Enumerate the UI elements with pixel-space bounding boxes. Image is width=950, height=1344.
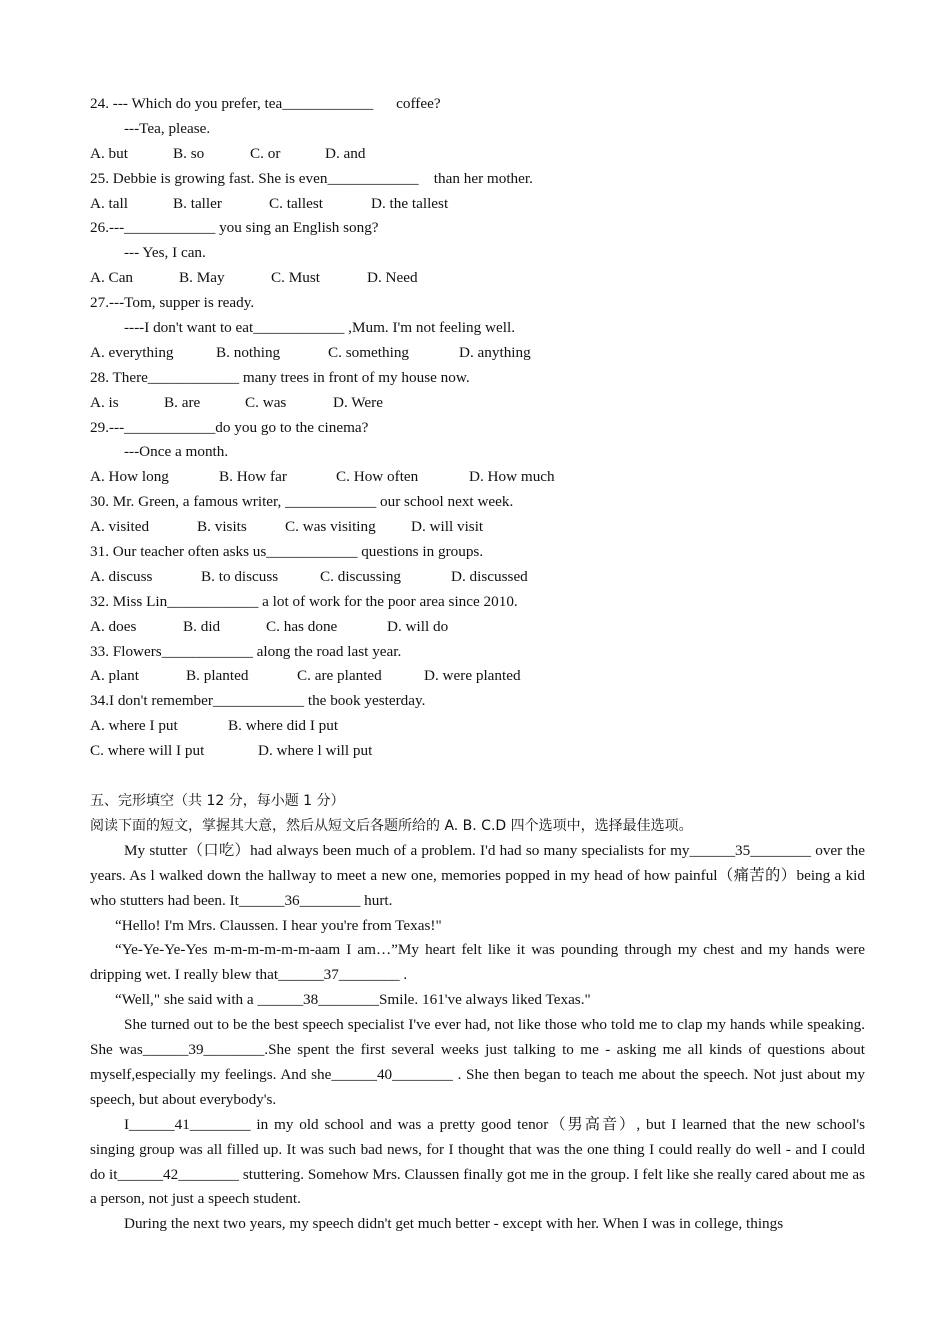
cloze-paragraph-7: During the next two years, my speech didn't get much better - except with her. When I was in college, things bbox=[124, 1215, 784, 1233]
question-26-reply: --- Yes, I can. bbox=[124, 244, 206, 262]
cloze-paragraph-4: “Well," she said with a ______38________Smile. 161've always liked Texas." bbox=[115, 991, 591, 1009]
option-d: D. will visit bbox=[411, 518, 484, 536]
question-33-options bbox=[90, 664, 890, 689]
question-29-stem: 29.---____________do you go to the cinema? bbox=[90, 418, 369, 436]
question-24-stem: 24. --- Which do you prefer, tea____________ coffee? bbox=[90, 95, 441, 112]
section-title: 五、完形填空（共 12 分，每小题 1 分） bbox=[90, 793, 345, 809]
question-33-stem: 33. Flowers____________ along the road last year. bbox=[90, 642, 402, 660]
option-c: C. Must bbox=[271, 269, 320, 287]
question-31-stem: 31. Our teacher often asks us____________ questions in groups. bbox=[90, 543, 484, 561]
option-b: B. so bbox=[173, 144, 205, 162]
cloze-paragraph-2: “Hello! I'm Mrs. Claussen. I hear you're from Texas!" bbox=[115, 916, 442, 934]
cloze-paragraph-6: I______41________ in my old school and was a pretty good tenor（男高音）, but I learned that the new school's singing group was all filled up. It was such bad news, for I thought that was the one thing I could really do well - and I could do it______42________ stuttering. Somehow Mrs. Claussen finally got me in the group. I felt like she really cared about me as a person, not just a speech student. bbox=[90, 1115, 865, 1208]
question-30-options bbox=[90, 515, 890, 540]
option-b: B. did bbox=[183, 617, 221, 635]
option-b: B. to discuss bbox=[201, 567, 279, 585]
option-a: A. Can bbox=[90, 269, 134, 287]
option-d: D. anything bbox=[459, 343, 531, 361]
option-d: D. will do bbox=[387, 617, 449, 635]
option-b: B. where did I put bbox=[228, 717, 339, 735]
question-28-options bbox=[90, 391, 890, 416]
option-a: A. tall bbox=[90, 194, 128, 212]
option-b: B. taller bbox=[173, 194, 222, 212]
option-c: C. something bbox=[328, 343, 410, 361]
question-30-stem: 30. Mr. Green, a famous writer, ____________ our school next week. bbox=[90, 493, 514, 511]
option-a: A. everything bbox=[90, 343, 174, 361]
question-25-options bbox=[90, 192, 890, 217]
option-a: A. visited bbox=[90, 518, 150, 536]
option-c: C. are planted bbox=[297, 667, 382, 685]
question-26-stem: 26.---____________ you sing an English song? bbox=[90, 219, 379, 237]
question-34-options-cd bbox=[90, 739, 890, 764]
question-27-stem: 27.---Tom, supper is ready. bbox=[90, 294, 255, 312]
cloze-paragraph-3: “Ye-Ye-Ye-Yes m-m-m-m-m-m-aam I am…”My heart felt like it was pounding through my chest and my hands were dripping wet. I really blew that______37________ . bbox=[90, 941, 865, 984]
question-34-options-ab bbox=[90, 714, 890, 739]
question-29-options bbox=[90, 465, 890, 490]
question-24-reply: ---Tea, please. bbox=[124, 119, 211, 137]
option-d: D. the tallest bbox=[371, 194, 449, 212]
question-32-stem: 32. Miss Lin____________ a lot of work for the poor area since 2010. bbox=[90, 592, 518, 610]
question-27-reply: ----I don't want to eat____________ ,Mum. I'm not feeling well. bbox=[124, 319, 515, 337]
option-c: C. was visiting bbox=[285, 518, 376, 536]
option-c: C. was bbox=[245, 393, 287, 411]
question-31-options bbox=[90, 565, 890, 590]
option-b: B. How far bbox=[219, 468, 287, 486]
option-b: B. planted bbox=[186, 667, 249, 685]
option-d: D. and bbox=[325, 144, 366, 162]
question-26-options bbox=[90, 266, 890, 291]
option-a: A. discuss bbox=[90, 567, 153, 585]
option-b: B. May bbox=[179, 269, 225, 287]
option-c: C. How often bbox=[336, 468, 419, 486]
option-c: C. where will I put bbox=[90, 742, 205, 760]
question-25-stem: 25. Debbie is growing fast. She is even____________ than her mother. bbox=[90, 169, 533, 187]
option-b: B. visits bbox=[197, 518, 247, 536]
question-28-stem: 28. There____________ many trees in front of my house now. bbox=[90, 368, 470, 386]
option-d: D. Need bbox=[367, 269, 418, 287]
option-c: C. has done bbox=[266, 617, 338, 635]
option-d: D. where l will put bbox=[258, 742, 373, 760]
multiple-choice-section bbox=[90, 92, 890, 764]
option-a: A. does bbox=[90, 617, 137, 635]
question-29-reply: ---Once a month. bbox=[124, 443, 229, 461]
option-a: A. but bbox=[90, 144, 128, 162]
section-instruction: 阅读下面的短文，掌握其大意，然后从短文后各题所给的 A. B. C.D 四个选项中，选择最佳选项。 bbox=[90, 817, 693, 834]
option-d: D. were planted bbox=[424, 667, 521, 685]
question-32-options bbox=[90, 615, 890, 640]
cloze-section bbox=[90, 789, 865, 1237]
option-a: A. How long bbox=[90, 468, 169, 486]
option-d: D. Were bbox=[333, 393, 383, 411]
option-d: D. How much bbox=[469, 468, 555, 486]
option-a: A. is bbox=[90, 393, 119, 411]
cloze-paragraph-5: She turned out to be the best speech specialist I've ever had, not like those who told me to clap my hands while speaking. She was______39________.She spent the first several weeks just talking to me - asking me all kinds of questions about myself,especially my feelings. And she______40________ . She then began to teach me about the speech. Not just about my speech, but about everybody's. bbox=[90, 1016, 865, 1108]
option-c: C. or bbox=[250, 144, 281, 162]
option-a: A. plant bbox=[90, 667, 139, 685]
option-d: D. discussed bbox=[451, 567, 528, 585]
option-b: B. are bbox=[164, 393, 201, 411]
question-24-options bbox=[90, 142, 890, 167]
option-a: A. where I put bbox=[90, 717, 178, 735]
question-34-stem: 34.I don't remember____________ the book yesterday. bbox=[90, 692, 426, 710]
option-c: C. tallest bbox=[269, 194, 323, 212]
option-c: C. discussing bbox=[320, 567, 402, 585]
cloze-paragraph-1: My stutter（口吃）had always been much of a problem. I'd had so many specialists for my______35________ over the years. As l walked down the hallway to meet a new one, memories popped in my head of how painful（痛苦的）being a kid who stutters had been. It______36________ hurt. bbox=[90, 841, 865, 909]
question-27-options bbox=[90, 341, 890, 366]
option-b: B. nothing bbox=[216, 343, 281, 361]
